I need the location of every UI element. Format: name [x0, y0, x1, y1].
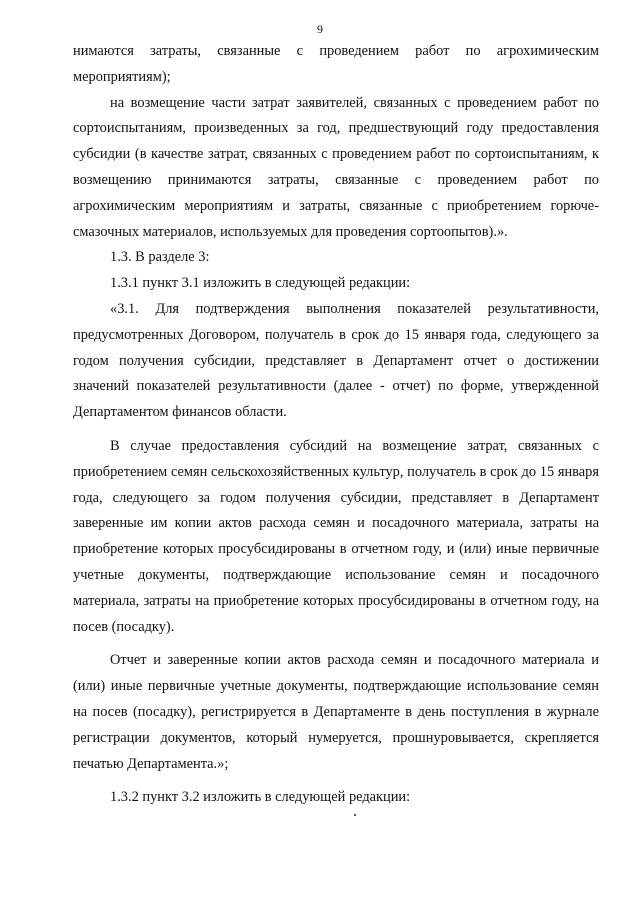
- clause-1-3-2: 1.3.2 пункт 3.2 изложить в следующей редакции:: [110, 789, 411, 806]
- paragraph-registration: Отчет и заверенные копии актов расхода семян и посадочного материала и (или) иные первичные учетные документы, подтверждающие использование семян на посев (посадку), регистрируется в Департаменте в день поступления в журнале регистрации документов, который нумеруется, прошнуровывается, скрепляется печатью Департамента.»;: [73, 652, 599, 772]
- paragraph-seed-subsidy: В случае предоставления субсидий на возмещение затрат, связанных с приобретением семян сельскохозяйственных культур, получатель в срок до 15 января года, следующего за годом получения субсидии, представляет в Департамент заверенные им копии актов расхода семян и посадочного материала, затраты на приобретение которых просубсидированы в отчетном году, и (или) иные первичные учетные документы, подтверждающие использование семян и посадочного материала, затраты на приобретение которых просубсидированы в отчетном году, на посев (посадку).: [73, 437, 599, 635]
- paragraph-3-1-report: «3.1. Для подтверждения выполнения показателей результативности, предусмотренных Договором, получатель в срок до 15 января года, следующего за годом получения субсидии, представляет в Департамент отчет о достижении значений показателей результативности (далее - отчет) по форме, утвержденной Департаментом финансов области.: [73, 300, 599, 421]
- document-body: [73, 39, 599, 811]
- paragraph-continuation: нимаются затраты, связанные с проведением работ по агрохимическим мероприятиям);: [73, 43, 599, 85]
- section-heading-1-3: 1.3. В разделе 3:: [110, 249, 210, 266]
- paragraph-sort-testing: на возмещение части затрат заявителей, связанных с проведением работ по сортоиспытаниям, произведенных за год, предшествующий году предоставления субсидии (в качестве затрат, связанных с проведением работ по сортоиспытаниям, к возмещению принимаются затраты, связанные с проведением работ по агрохимическим мероприятиям и затраты, связанные с приобретением горюче-смазочных материалов, используемых для проведения сортоопытов).».: [73, 94, 599, 240]
- clause-1-3-1: 1.3.1 пункт 3.1 изложить в следующей редакции:: [110, 275, 411, 292]
- page-number: 9: [317, 22, 323, 36]
- stray-dot-mark: [354, 814, 356, 816]
